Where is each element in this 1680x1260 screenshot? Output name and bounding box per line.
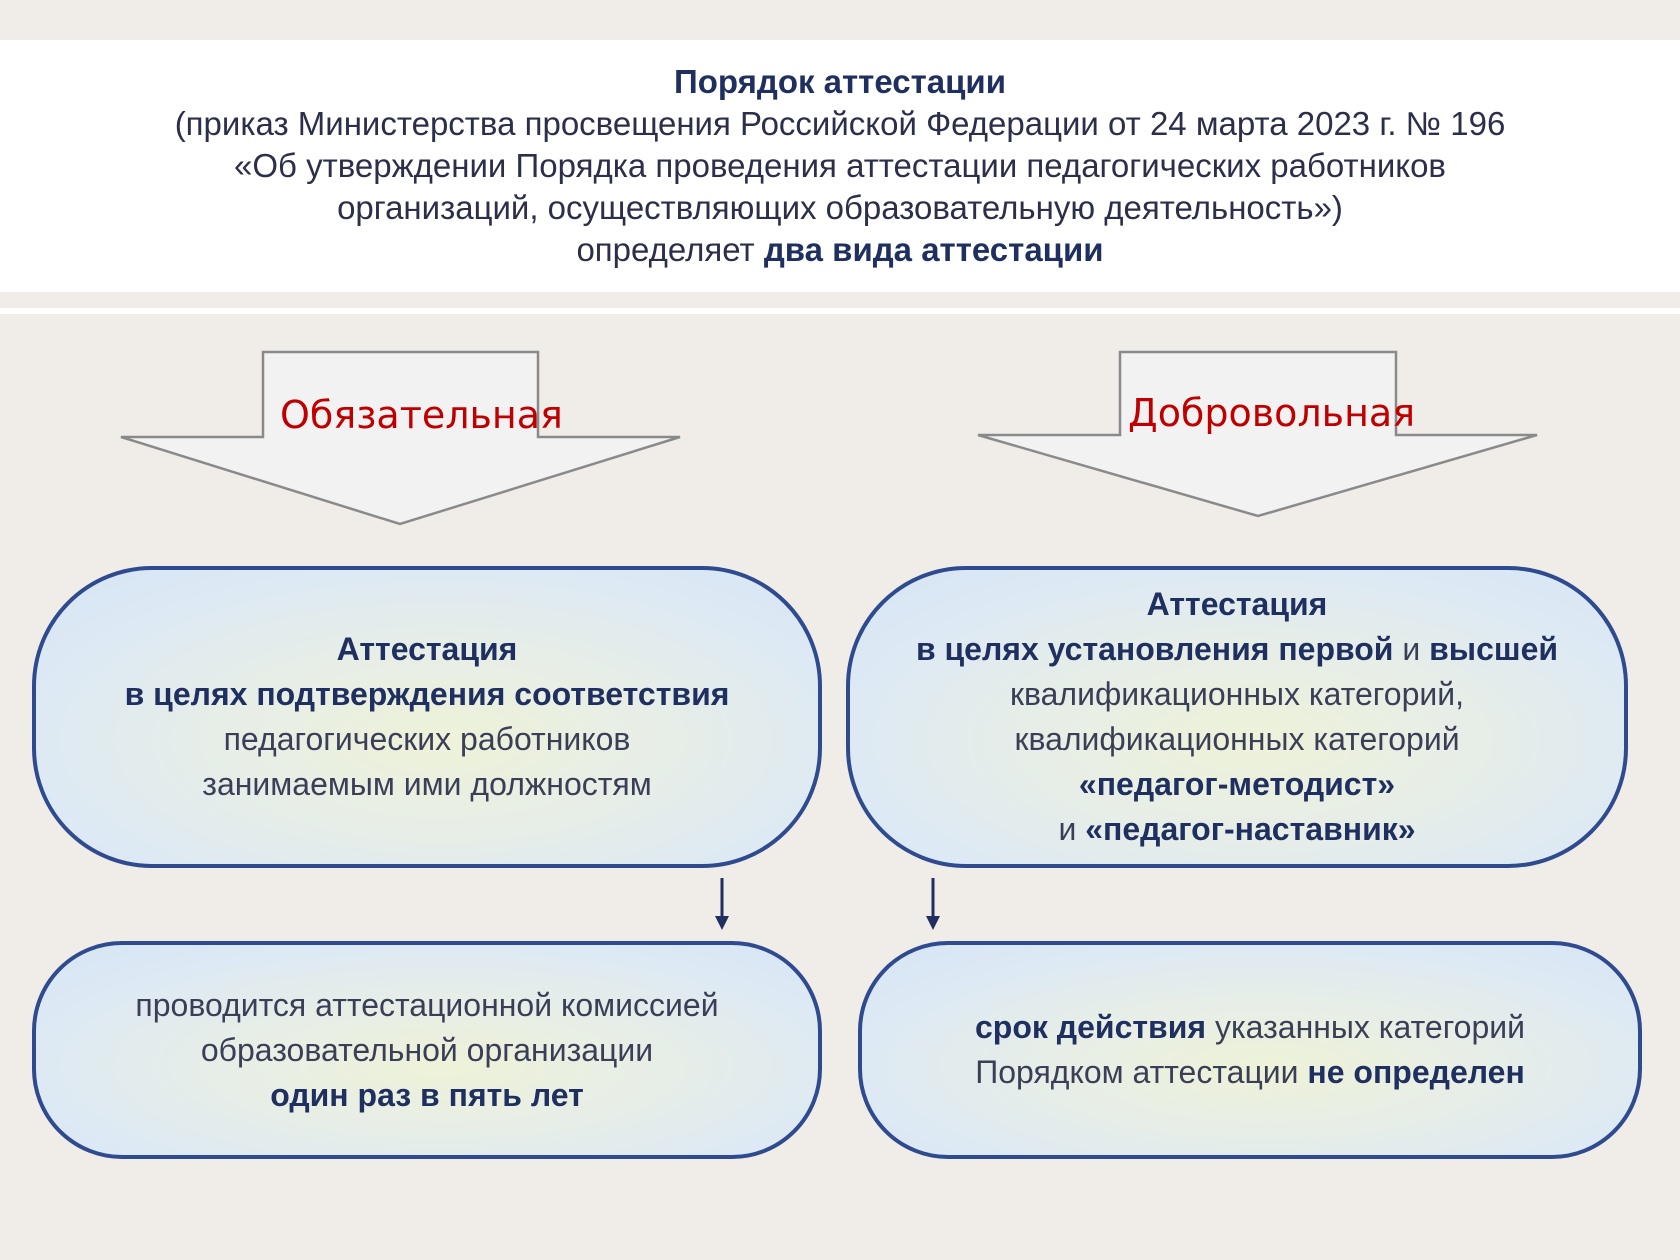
voluntary-box-line-2	[916, 627, 1558, 672]
voluntary-box-line-2-mid: и	[1393, 631, 1430, 667]
header-line-4-prefix: определяет	[576, 231, 764, 268]
mandatory-box-line-3: педагогических работников	[223, 721, 631, 757]
arrow-label-voluntary: Добровольная	[1128, 391, 1416, 435]
voluntary-attestation-box	[846, 566, 1628, 868]
validity-box-line-1-rest: указанных категорий	[1206, 1009, 1525, 1045]
mandatory-box-line-1: Аттестация	[336, 631, 518, 667]
mandatory-box-line-2: в целях подтверждения соответствия	[124, 676, 730, 712]
commission-box	[32, 941, 822, 1159]
commission-box-line-2: образовательной организации	[200, 1031, 654, 1068]
voluntary-box-line-6-bold: «педагог-наставник»	[1085, 811, 1416, 847]
voluntary-box-line-6	[1058, 807, 1415, 852]
mandatory-attestation-box	[32, 566, 822, 868]
validity-box-line-1	[975, 1005, 1525, 1050]
header-line-2: «Об утверждении Порядка проведения аттестации педагогических работников	[234, 147, 1446, 184]
left-down-connector-arrow	[715, 878, 729, 930]
left-block-arrow	[121, 352, 680, 524]
validity-box-line-1-bold: срок действия	[975, 1009, 1207, 1045]
voluntary-box-line-4: квалификационных категорий	[1014, 721, 1460, 757]
voluntary-box-line-1: Аттестация	[1146, 586, 1328, 622]
validity-box-line-2-prefix: Порядком аттестации	[975, 1054, 1308, 1090]
header-line-3: организаций, осуществляющих образовательную деятельность»)	[337, 189, 1343, 226]
right-down-connector-arrow	[926, 878, 940, 930]
validity-box-line-2-bold: не определен	[1307, 1054, 1525, 1090]
validity-box-line-2	[975, 1050, 1525, 1095]
voluntary-box-line-6-prefix: и	[1058, 811, 1086, 847]
arrow-label-mandatory: Обязательная	[280, 393, 563, 437]
header-title: Порядок аттестации	[674, 63, 1006, 100]
commission-box-line-3: один раз в пять лет	[270, 1076, 584, 1113]
header-line-1: (приказ Министерства просвещения Российской Федерации от 24 марта 2023 г. № 196	[174, 105, 1506, 142]
header-line-4-bold: два вида аттестации	[763, 231, 1104, 268]
commission-box-line-1: проводится аттестационной комиссией	[135, 986, 719, 1023]
voluntary-box-line-2-bold-1: в целях установления первой	[915, 631, 1394, 667]
voluntary-box-line-3: квалификационных категорий,	[1009, 676, 1464, 712]
voluntary-box-line-5: «педагог-методист»	[1078, 766, 1396, 802]
validity-box	[858, 941, 1642, 1159]
mandatory-box-line-4: занимаемым ими должностям	[202, 766, 652, 802]
voluntary-box-line-2-bold-2: высшей	[1429, 631, 1559, 667]
